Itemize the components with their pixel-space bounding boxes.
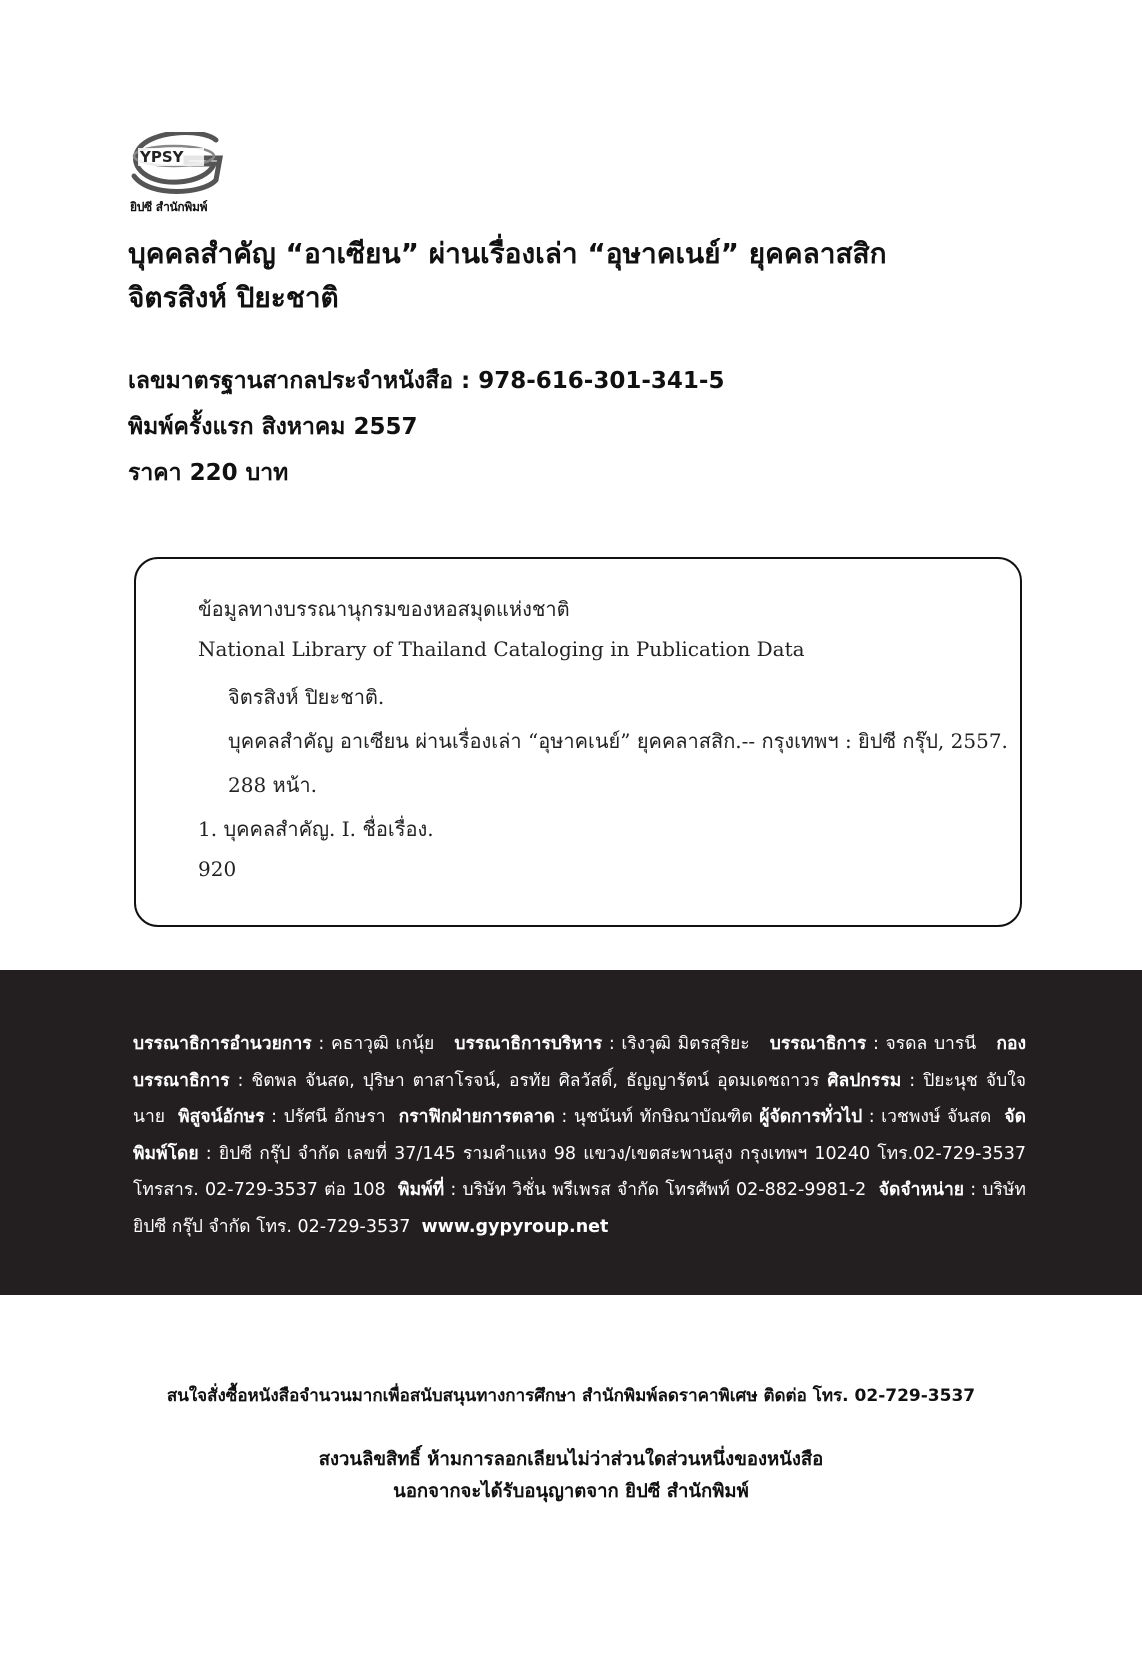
cip-box: [134, 557, 1022, 927]
editor-value: : จรดล บารนี: [866, 1034, 977, 1054]
managing-editor-value: : เริงวุฒิ มิตรสุริยะ: [602, 1034, 750, 1054]
cip-author-entry: จิตรสิงห์ ปิยะชาติ.: [228, 685, 385, 709]
general-manager-label: ผู้จัดการทั่วไป: [759, 1107, 863, 1127]
copyright-line-1: สงวนลิขสิทธิ์ ห้ามการลอกเลียนไม่ว่าส่วนใดส่วนหนึ่งของหนังสือ: [318, 1449, 824, 1470]
cip-title-entry: บุคคลสำคัญ อาเซียน ผ่านเรื่องเล่า “อุษาคเนย์” ยุคคลาสสิก.-- กรุงเทพฯ : ยิปซี กรุ๊ป, 2557.: [228, 729, 1008, 753]
bulk-order-note: สนใจสั่งซื้อหนังสือจำนวนมากเพื่อสนับสนุนทางการศึกษา สำนักพิมพ์ลดราคาพิเศษ ติดต่อ โทร. 02-729-3537: [166, 1386, 976, 1406]
cip-subjects-entry: 1. บุคคลสำคัญ. I. ชื่อเรื่อง.: [198, 817, 434, 841]
logo-wordmark: YPSY: [140, 148, 184, 166]
marketing-graphic-label: กราฟิกฝ่ายการตลาด: [398, 1107, 555, 1127]
gypsy-logo-mark: [130, 132, 230, 196]
art-value: : ปิยะนุช จับใจนาย: [133, 1070, 1026, 1127]
edition-line: พิมพ์ครั้งแรก สิงหาคม 2557: [128, 414, 418, 440]
editor-director-value: : คธาวุฒิ เกนุ้ย: [311, 1034, 435, 1054]
isbn-line: เลขมาตรฐานสากลประจำหนังสือ : 978-616-301-341-5: [128, 368, 725, 394]
book-title: บุคคลสำคัญ “อาเซียน” ผ่านเรื่องเล่า “อุษาคเนย์” ยุคคลาสสิก: [128, 237, 887, 270]
published-by-value: : ยิปซี กรุ๊ป จำกัด เลขที่ 37/145 รามคำแหง 98 แขวง/เขตสะพานสูง กรุงเทพฯ 10240 โทร.02-729-3537 โทรสาร. 02-729-3537 ต่อ 108: [133, 1143, 1026, 1200]
book-author: จิตรสิงห์ ปิยะชาติ: [128, 281, 339, 314]
book-meta: [128, 358, 724, 496]
distributed-by-value: : บริษัท ยิปซี กรุ๊ป จำกัด โทร. 02-729-3537: [133, 1180, 1026, 1237]
published-by-label: จัดพิมพ์โดย: [133, 1107, 1026, 1164]
price-line: ราคา 220 บาท: [128, 460, 289, 486]
managing-editor-label: บรรณาธิการบริหาร: [454, 1034, 603, 1054]
cip-pages-entry: 288 หน้า.: [228, 773, 317, 797]
copyright-line-2: นอกจากจะได้รับอนุญาตจาก ยิปซี สำนักพิมพ์: [393, 1481, 749, 1502]
proof-value: : ปรัศนี อักษรา: [264, 1107, 386, 1127]
credits-text: [133, 1026, 1026, 1245]
cip-heading-english: National Library of Thailand Cataloging in Publication Data: [198, 637, 805, 661]
editorial-board-value: : ชิตพล จันสด, ปุริษา ตาสาโรจน์, อรทัย ศิลวัสดิ์, ธัญญารัตน์ อุดมเดชถาวร: [229, 1070, 820, 1091]
publisher-logo: [130, 132, 230, 216]
website-link[interactable]: www.gypyroup.net: [421, 1216, 609, 1237]
editorial-board-label: กองบรรณาธิการ: [133, 1034, 1026, 1091]
cip-heading-thai: ข้อมูลทางบรรณานุกรมของหอสมุดแห่งชาติ: [198, 597, 570, 621]
title-block: [128, 232, 887, 320]
proof-label: พิสูจน์อักษร: [178, 1107, 265, 1127]
editor-director-label: บรรณาธิการอำนวยการ: [133, 1034, 312, 1054]
logo-caption: ยิปซี สำนักพิมพ์: [130, 200, 208, 214]
printed-at-label: พิมพ์ที่: [398, 1180, 445, 1200]
editor-label: บรรณาธิการ: [769, 1034, 867, 1054]
general-manager-value: : เวชพงษ์ จันสด: [862, 1107, 992, 1127]
cip-class-number: 920: [198, 857, 237, 881]
marketing-graphic-value: : นุชนันท์ ทักษิณาบัณฑิต: [554, 1107, 753, 1127]
printed-at-value: : บริษัท วิชั่น พรีเพรส จำกัด โทรศัพท์ 02-882-9981-2: [444, 1180, 867, 1200]
art-label: ศิลปกรรม: [827, 1070, 902, 1091]
distributed-by-label: จัดจำหน่าย: [878, 1180, 965, 1200]
